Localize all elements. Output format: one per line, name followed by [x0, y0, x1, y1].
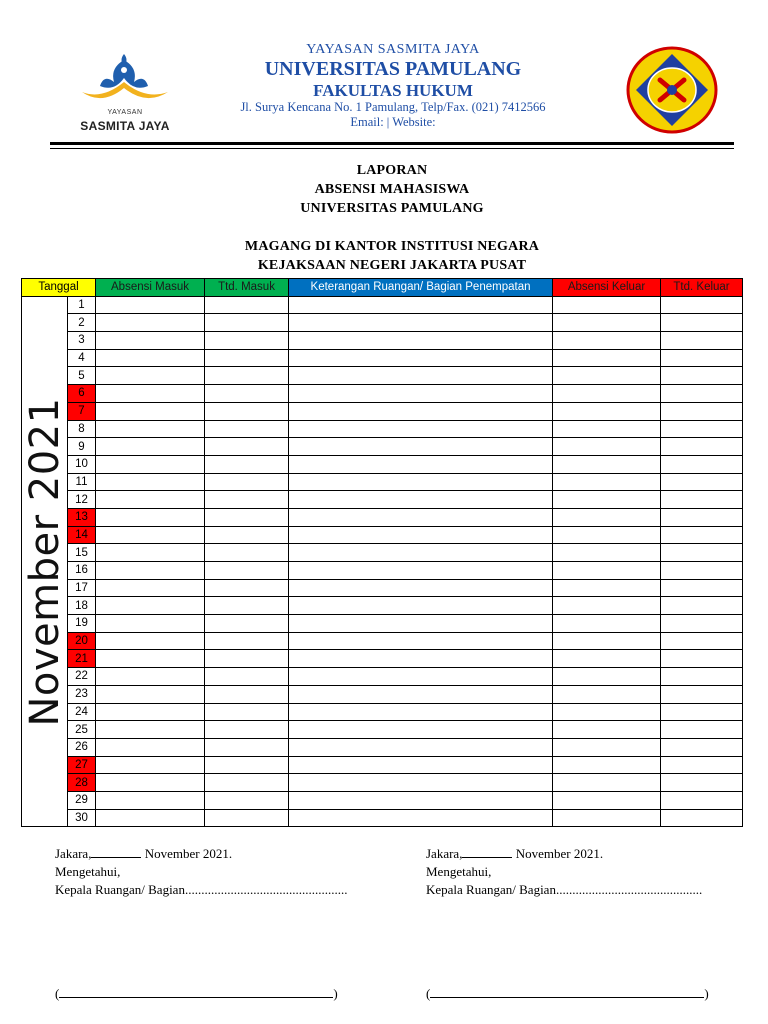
keterangan-cell[interactable]	[289, 296, 553, 314]
table-row	[22, 491, 743, 509]
absensi-masuk-cell[interactable]	[96, 738, 205, 756]
ttd-masuk-cell[interactable]	[205, 685, 289, 703]
attendance-table	[21, 278, 743, 827]
keterangan-cell[interactable]	[289, 526, 553, 544]
ttd-keluar-cell[interactable]	[661, 632, 743, 650]
day-number: 7	[68, 402, 96, 420]
day-number: 5	[68, 367, 96, 385]
day-number: 12	[68, 491, 96, 509]
header-divider-thin	[50, 148, 734, 149]
keterangan-cell[interactable]	[289, 473, 553, 491]
absensi-keluar-cell[interactable]	[553, 632, 661, 650]
ttd-masuk-cell[interactable]	[205, 455, 289, 473]
table-row	[22, 385, 743, 403]
day-number: 27	[68, 756, 96, 774]
absensi-masuk-cell[interactable]	[96, 668, 205, 686]
table-row	[22, 650, 743, 668]
absensi-masuk-cell[interactable]	[96, 526, 205, 544]
absensi-keluar-cell[interactable]	[553, 562, 661, 580]
table-row	[22, 756, 743, 774]
day-number: 28	[68, 774, 96, 792]
absensi-keluar-cell[interactable]	[553, 349, 661, 367]
absensi-masuk-cell[interactable]	[96, 402, 205, 420]
absensi-keluar-cell[interactable]	[553, 314, 661, 332]
table-row	[22, 703, 743, 721]
keterangan-cell[interactable]	[289, 491, 553, 509]
contact-text: Email: | Website:	[350, 115, 436, 129]
absensi-masuk-cell[interactable]	[96, 314, 205, 332]
absensi-keluar-cell[interactable]	[553, 738, 661, 756]
absensi-masuk-cell[interactable]	[96, 685, 205, 703]
table-row	[22, 473, 743, 491]
keterangan-cell[interactable]	[289, 455, 553, 473]
ttd-keluar-cell[interactable]	[661, 597, 743, 615]
ttd-keluar-cell[interactable]	[661, 791, 743, 809]
signature-block-right	[426, 845, 702, 899]
signature-block-left	[55, 845, 347, 899]
day-number: 26	[68, 738, 96, 756]
ttd-masuk-cell[interactable]	[205, 738, 289, 756]
absensi-masuk-cell[interactable]	[96, 650, 205, 668]
ttd-keluar-cell[interactable]	[661, 668, 743, 686]
header-divider-thick	[50, 142, 734, 145]
keterangan-cell[interactable]	[289, 544, 553, 562]
absensi-keluar-cell[interactable]	[553, 721, 661, 739]
day-number: 20	[68, 632, 96, 650]
ttd-masuk-cell[interactable]	[205, 438, 289, 456]
ttd-keluar-cell[interactable]	[661, 738, 743, 756]
keterangan-cell[interactable]	[289, 597, 553, 615]
date-blank-left[interactable]	[91, 845, 141, 858]
ttd-keluar-cell[interactable]	[661, 685, 743, 703]
table-row	[22, 738, 743, 756]
absensi-keluar-cell[interactable]	[553, 650, 661, 668]
absensi-masuk-cell[interactable]	[96, 508, 205, 526]
acknowledged-right: Mengetahui,	[426, 864, 492, 879]
keterangan-cell[interactable]	[289, 349, 553, 367]
ttd-keluar-cell[interactable]	[661, 562, 743, 580]
ttd-masuk-cell[interactable]	[205, 703, 289, 721]
day-number: 1	[68, 296, 96, 314]
ttd-keluar-cell[interactable]	[661, 526, 743, 544]
paren-open-right: (	[426, 986, 431, 1001]
keterangan-cell[interactable]	[289, 703, 553, 721]
table-row	[22, 791, 743, 809]
address-text: Jl. Surya Kencana No. 1 Pamulang, Telp/Fax. (021) 7412566	[240, 100, 546, 114]
ttd-masuk-cell[interactable]	[205, 774, 289, 792]
absensi-keluar-cell[interactable]	[553, 526, 661, 544]
keterangan-cell[interactable]	[289, 615, 553, 633]
absensi-masuk-cell[interactable]	[96, 420, 205, 438]
university-name: UNIVERSITAS PAMULANG	[264, 58, 522, 80]
absensi-masuk-cell[interactable]	[96, 332, 205, 350]
table-row	[22, 685, 743, 703]
absensi-keluar-cell[interactable]	[553, 685, 661, 703]
head-title-left: Kepala Ruangan/ Bagian..................................................	[55, 882, 348, 897]
ttd-masuk-cell[interactable]	[205, 473, 289, 491]
absensi-keluar-cell[interactable]	[553, 756, 661, 774]
ttd-masuk-cell[interactable]	[205, 756, 289, 774]
ttd-keluar-cell[interactable]	[661, 455, 743, 473]
absensi-keluar-cell[interactable]	[553, 791, 661, 809]
signature-place-right: Jakara,	[426, 846, 463, 861]
table-header-row	[22, 279, 743, 297]
foundation-name: YAYASAN SASMITA JAYA	[306, 42, 480, 57]
ttd-keluar-cell[interactable]	[661, 579, 743, 597]
paren-open-left: (	[55, 986, 60, 1001]
day-number: 14	[68, 526, 96, 544]
ttd-masuk-cell[interactable]	[205, 632, 289, 650]
ttd-keluar-cell[interactable]	[661, 438, 743, 456]
absensi-keluar-cell[interactable]	[553, 809, 661, 827]
ttd-masuk-cell[interactable]	[205, 402, 289, 420]
paren-close-right: )	[704, 986, 709, 1001]
table-row	[22, 296, 743, 314]
keterangan-cell[interactable]	[289, 650, 553, 668]
keterangan-cell[interactable]	[289, 579, 553, 597]
day-number: 29	[68, 791, 96, 809]
absensi-keluar-cell[interactable]	[553, 420, 661, 438]
report-title: LAPORAN	[356, 163, 428, 178]
table-row	[22, 455, 743, 473]
ttd-keluar-cell[interactable]	[661, 296, 743, 314]
header-ttd-keluar: Ttd. Keluar	[661, 279, 743, 297]
acknowledged-left: Mengetahui,	[55, 864, 121, 879]
keterangan-cell[interactable]	[289, 438, 553, 456]
absensi-keluar-cell[interactable]	[553, 703, 661, 721]
header-absensi-keluar: Absensi Keluar	[553, 279, 661, 297]
ttd-keluar-cell[interactable]	[661, 756, 743, 774]
day-number: 8	[68, 420, 96, 438]
university-seal-icon	[626, 46, 718, 134]
table-row	[22, 332, 743, 350]
table-row	[22, 562, 743, 580]
absensi-masuk-cell[interactable]	[96, 703, 205, 721]
table-row	[22, 420, 743, 438]
table-row	[22, 526, 743, 544]
ttd-keluar-cell[interactable]	[661, 332, 743, 350]
header-tanggal: Tanggal	[22, 279, 96, 297]
absensi-keluar-cell[interactable]	[553, 544, 661, 562]
absensi-masuk-cell[interactable]	[96, 491, 205, 509]
head-title-right: Kepala Ruangan/ Bagian.............................................	[426, 882, 703, 897]
ttd-keluar-cell[interactable]	[661, 473, 743, 491]
ttd-masuk-cell[interactable]	[205, 508, 289, 526]
ttd-masuk-cell[interactable]	[205, 526, 289, 544]
keterangan-cell[interactable]	[289, 685, 553, 703]
header-keterangan: Keterangan Ruangan/ Bagian Penempatan	[289, 279, 553, 297]
day-number: 17	[68, 579, 96, 597]
logo-small-text: YAYASAN	[107, 109, 143, 116]
ttd-masuk-cell[interactable]	[205, 420, 289, 438]
absensi-masuk-cell[interactable]	[96, 579, 205, 597]
ttd-masuk-cell[interactable]	[205, 385, 289, 403]
day-number: 23	[68, 685, 96, 703]
day-number: 4	[68, 349, 96, 367]
absensi-keluar-cell[interactable]	[553, 455, 661, 473]
absensi-masuk-cell[interactable]	[96, 438, 205, 456]
keterangan-cell[interactable]	[289, 420, 553, 438]
ttd-masuk-cell[interactable]	[205, 314, 289, 332]
table-row	[22, 314, 743, 332]
report-university: UNIVERSITAS PAMULANG	[300, 201, 484, 216]
signature-place-left: Jakara,	[55, 846, 92, 861]
ttd-masuk-cell[interactable]	[205, 332, 289, 350]
day-number: 24	[68, 703, 96, 721]
absensi-keluar-cell[interactable]	[553, 332, 661, 350]
keterangan-cell[interactable]	[289, 756, 553, 774]
absensi-masuk-cell[interactable]	[96, 791, 205, 809]
table-row	[22, 721, 743, 739]
ttd-keluar-cell[interactable]	[661, 367, 743, 385]
absensi-masuk-cell[interactable]	[96, 756, 205, 774]
keterangan-cell[interactable]	[289, 314, 553, 332]
keterangan-cell[interactable]	[289, 508, 553, 526]
table-row	[22, 668, 743, 686]
ttd-masuk-cell[interactable]	[205, 615, 289, 633]
signature-name-left[interactable]	[55, 986, 338, 1002]
table-row	[22, 615, 743, 633]
absensi-masuk-cell[interactable]	[96, 473, 205, 491]
keterangan-cell[interactable]	[289, 332, 553, 350]
absensi-masuk-cell[interactable]	[96, 367, 205, 385]
table-row	[22, 774, 743, 792]
day-number: 11	[68, 473, 96, 491]
faculty-name: FAKULTAS HUKUM	[313, 81, 473, 100]
day-number: 3	[68, 332, 96, 350]
table-row	[22, 579, 743, 597]
absensi-keluar-cell[interactable]	[553, 597, 661, 615]
ttd-keluar-cell[interactable]	[661, 721, 743, 739]
paren-close-left: )	[333, 986, 338, 1001]
day-number: 21	[68, 650, 96, 668]
absensi-keluar-cell[interactable]	[553, 508, 661, 526]
absensi-masuk-cell[interactable]	[96, 296, 205, 314]
ttd-keluar-cell[interactable]	[661, 809, 743, 827]
yayasan-logo	[70, 52, 180, 136]
absensi-keluar-cell[interactable]	[553, 473, 661, 491]
ttd-keluar-cell[interactable]	[661, 703, 743, 721]
table-row	[22, 438, 743, 456]
absensi-masuk-cell[interactable]	[96, 721, 205, 739]
ttd-keluar-cell[interactable]	[661, 508, 743, 526]
ttd-masuk-cell[interactable]	[205, 491, 289, 509]
absensi-masuk-cell[interactable]	[96, 385, 205, 403]
keterangan-cell[interactable]	[289, 791, 553, 809]
report-subtitle: ABSENSI MAHASISWA	[314, 182, 470, 197]
ttd-masuk-cell[interactable]	[205, 721, 289, 739]
month-label: November 2021	[21, 396, 68, 727]
header-absensi-masuk: Absensi Masuk	[96, 279, 205, 297]
absensi-masuk-cell[interactable]	[96, 774, 205, 792]
keterangan-cell[interactable]	[289, 738, 553, 756]
ttd-keluar-cell[interactable]	[661, 774, 743, 792]
ttd-keluar-cell[interactable]	[661, 650, 743, 668]
absensi-keluar-cell[interactable]	[553, 296, 661, 314]
day-number: 30	[68, 809, 96, 827]
ttd-keluar-cell[interactable]	[661, 314, 743, 332]
ttd-masuk-cell[interactable]	[205, 544, 289, 562]
absensi-keluar-cell[interactable]	[553, 774, 661, 792]
absensi-masuk-cell[interactable]	[96, 597, 205, 615]
table-row	[22, 597, 743, 615]
absensi-masuk-cell[interactable]	[96, 809, 205, 827]
absensi-masuk-cell[interactable]	[96, 562, 205, 580]
table-row	[22, 508, 743, 526]
header-ttd-masuk: Ttd. Masuk	[205, 279, 289, 297]
ttd-keluar-cell[interactable]	[661, 491, 743, 509]
ttd-keluar-cell[interactable]	[661, 385, 743, 403]
day-number: 6	[68, 385, 96, 403]
day-number: 9	[68, 438, 96, 456]
absensi-keluar-cell[interactable]	[553, 579, 661, 597]
keterangan-cell[interactable]	[289, 632, 553, 650]
ttd-masuk-cell[interactable]	[205, 349, 289, 367]
internship-title: MAGANG DI KANTOR INSTITUSI NEGARA	[244, 239, 540, 254]
day-number: 22	[68, 668, 96, 686]
ttd-keluar-cell[interactable]	[661, 420, 743, 438]
keterangan-cell[interactable]	[289, 809, 553, 827]
ttd-masuk-cell[interactable]	[205, 791, 289, 809]
day-number: 16	[68, 562, 96, 580]
keterangan-cell[interactable]	[289, 668, 553, 686]
absensi-keluar-cell[interactable]	[553, 668, 661, 686]
ttd-keluar-cell[interactable]	[661, 544, 743, 562]
signature-date-right: November 2021.	[512, 846, 604, 861]
ttd-keluar-cell[interactable]	[661, 615, 743, 633]
ttd-masuk-cell[interactable]	[205, 579, 289, 597]
day-number: 19	[68, 615, 96, 633]
absensi-keluar-cell[interactable]	[553, 491, 661, 509]
absensi-keluar-cell[interactable]	[553, 367, 661, 385]
day-number: 2	[68, 314, 96, 332]
day-number: 15	[68, 544, 96, 562]
ttd-masuk-cell[interactable]	[205, 562, 289, 580]
day-number: 25	[68, 721, 96, 739]
table-row	[22, 544, 743, 562]
ttd-masuk-cell[interactable]	[205, 367, 289, 385]
ttd-masuk-cell[interactable]	[205, 597, 289, 615]
absensi-masuk-cell[interactable]	[96, 544, 205, 562]
logo-name-text: SASMITA JAYA	[80, 119, 170, 133]
day-number: 13	[68, 508, 96, 526]
absensi-masuk-cell[interactable]	[96, 455, 205, 473]
ttd-masuk-cell[interactable]	[205, 809, 289, 827]
absensi-keluar-cell[interactable]	[553, 385, 661, 403]
ttd-keluar-cell[interactable]	[661, 349, 743, 367]
table-row	[22, 809, 743, 827]
keterangan-cell[interactable]	[289, 367, 553, 385]
signature-name-right[interactable]	[426, 986, 709, 1002]
keterangan-cell[interactable]	[289, 774, 553, 792]
table-row	[22, 632, 743, 650]
internship-office: KEJAKSAAN NEGERI JAKARTA PUSAT	[257, 258, 527, 273]
absensi-masuk-cell[interactable]	[96, 615, 205, 633]
table-row	[22, 402, 743, 420]
month-cell	[22, 296, 68, 827]
table-row	[22, 367, 743, 385]
absensi-masuk-cell[interactable]	[96, 632, 205, 650]
absensi-keluar-cell[interactable]	[553, 615, 661, 633]
date-blank-right[interactable]	[462, 845, 512, 858]
ttd-masuk-cell[interactable]	[205, 296, 289, 314]
absensi-masuk-cell[interactable]	[96, 349, 205, 367]
yayasan-emblem-icon	[74, 52, 176, 108]
ttd-masuk-cell[interactable]	[205, 668, 289, 686]
keterangan-cell[interactable]	[289, 562, 553, 580]
day-number: 18	[68, 597, 96, 615]
absensi-keluar-cell[interactable]	[553, 438, 661, 456]
signature-date-left: November 2021.	[141, 846, 233, 861]
keterangan-cell[interactable]	[289, 385, 553, 403]
table-row	[22, 349, 743, 367]
day-number: 10	[68, 455, 96, 473]
ttd-masuk-cell[interactable]	[205, 650, 289, 668]
absensi-keluar-cell[interactable]	[553, 402, 661, 420]
keterangan-cell[interactable]	[289, 721, 553, 739]
keterangan-cell[interactable]	[289, 402, 553, 420]
ttd-keluar-cell[interactable]	[661, 402, 743, 420]
